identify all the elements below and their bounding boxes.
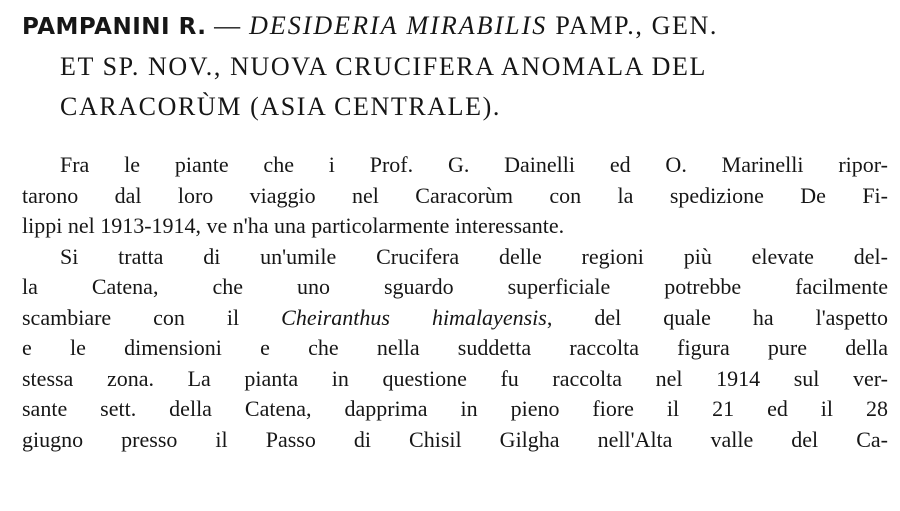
- paragraph-2-line-5: stessa zona. La pianta in questione fu raccolta nel 1914 sul ver-: [22, 365, 888, 391]
- paragraph-2-line-3: [22, 303, 888, 334]
- paragraph-1-line-3: lippi nel 1913-1914, ve n'ha una particolarmente interessante.: [22, 213, 565, 238]
- paragraph-2-line-3-end: , del quale ha l'aspetto: [546, 304, 888, 330]
- title-line-2: ET SP. NOV., NUOVA CRUCIFERA ANOMALA DEL: [60, 52, 707, 81]
- paragraph-1: [22, 150, 888, 242]
- paragraph-2-line-3-start: scambiare con il: [22, 304, 282, 330]
- title-dash: —: [206, 11, 250, 40]
- title-line-3: CARACORÙM (ASIA CENTRALE).: [60, 92, 502, 121]
- paragraph-2-line-1: Si tratta di un'umile Crucifera delle regioni più elevate del-: [60, 243, 888, 269]
- title-line-1: [22, 6, 872, 47]
- paragraph-2-line-4: e le dimensioni e che nella suddetta raccolta figura pure della: [22, 335, 888, 360]
- article-title: [22, 6, 872, 127]
- article-body: [22, 150, 888, 455]
- latin-name: DESIDERIA MIRABILIS: [249, 11, 548, 40]
- species-name: Cheiranthus himalayensis: [281, 304, 547, 330]
- paragraph-2-line-6: sante sett. della Catena, dapprima in pieno fiore il 21 ed il 28: [22, 396, 888, 421]
- title-rest-1: PAMP., GEN.: [547, 11, 718, 40]
- paragraph-1-line-2: tarono dal loro viaggio nel Caracorùm con la spedizione De Fi-: [22, 182, 888, 208]
- paragraph-2-line-2: la Catena, che uno sguardo superficiale potrebbe facilmente: [22, 274, 888, 299]
- paragraph-2-line-7: giugno presso il Passo di Chisil Gilgha nell'Alta valle del Ca-: [22, 426, 888, 452]
- paragraph-1-line-1: Fra le piante che i Prof. G. Dainelli ed O. Marinelli ripor-: [60, 152, 888, 177]
- paragraph-2: [22, 242, 888, 456]
- author-name: PAMPANINI R.: [22, 14, 207, 40]
